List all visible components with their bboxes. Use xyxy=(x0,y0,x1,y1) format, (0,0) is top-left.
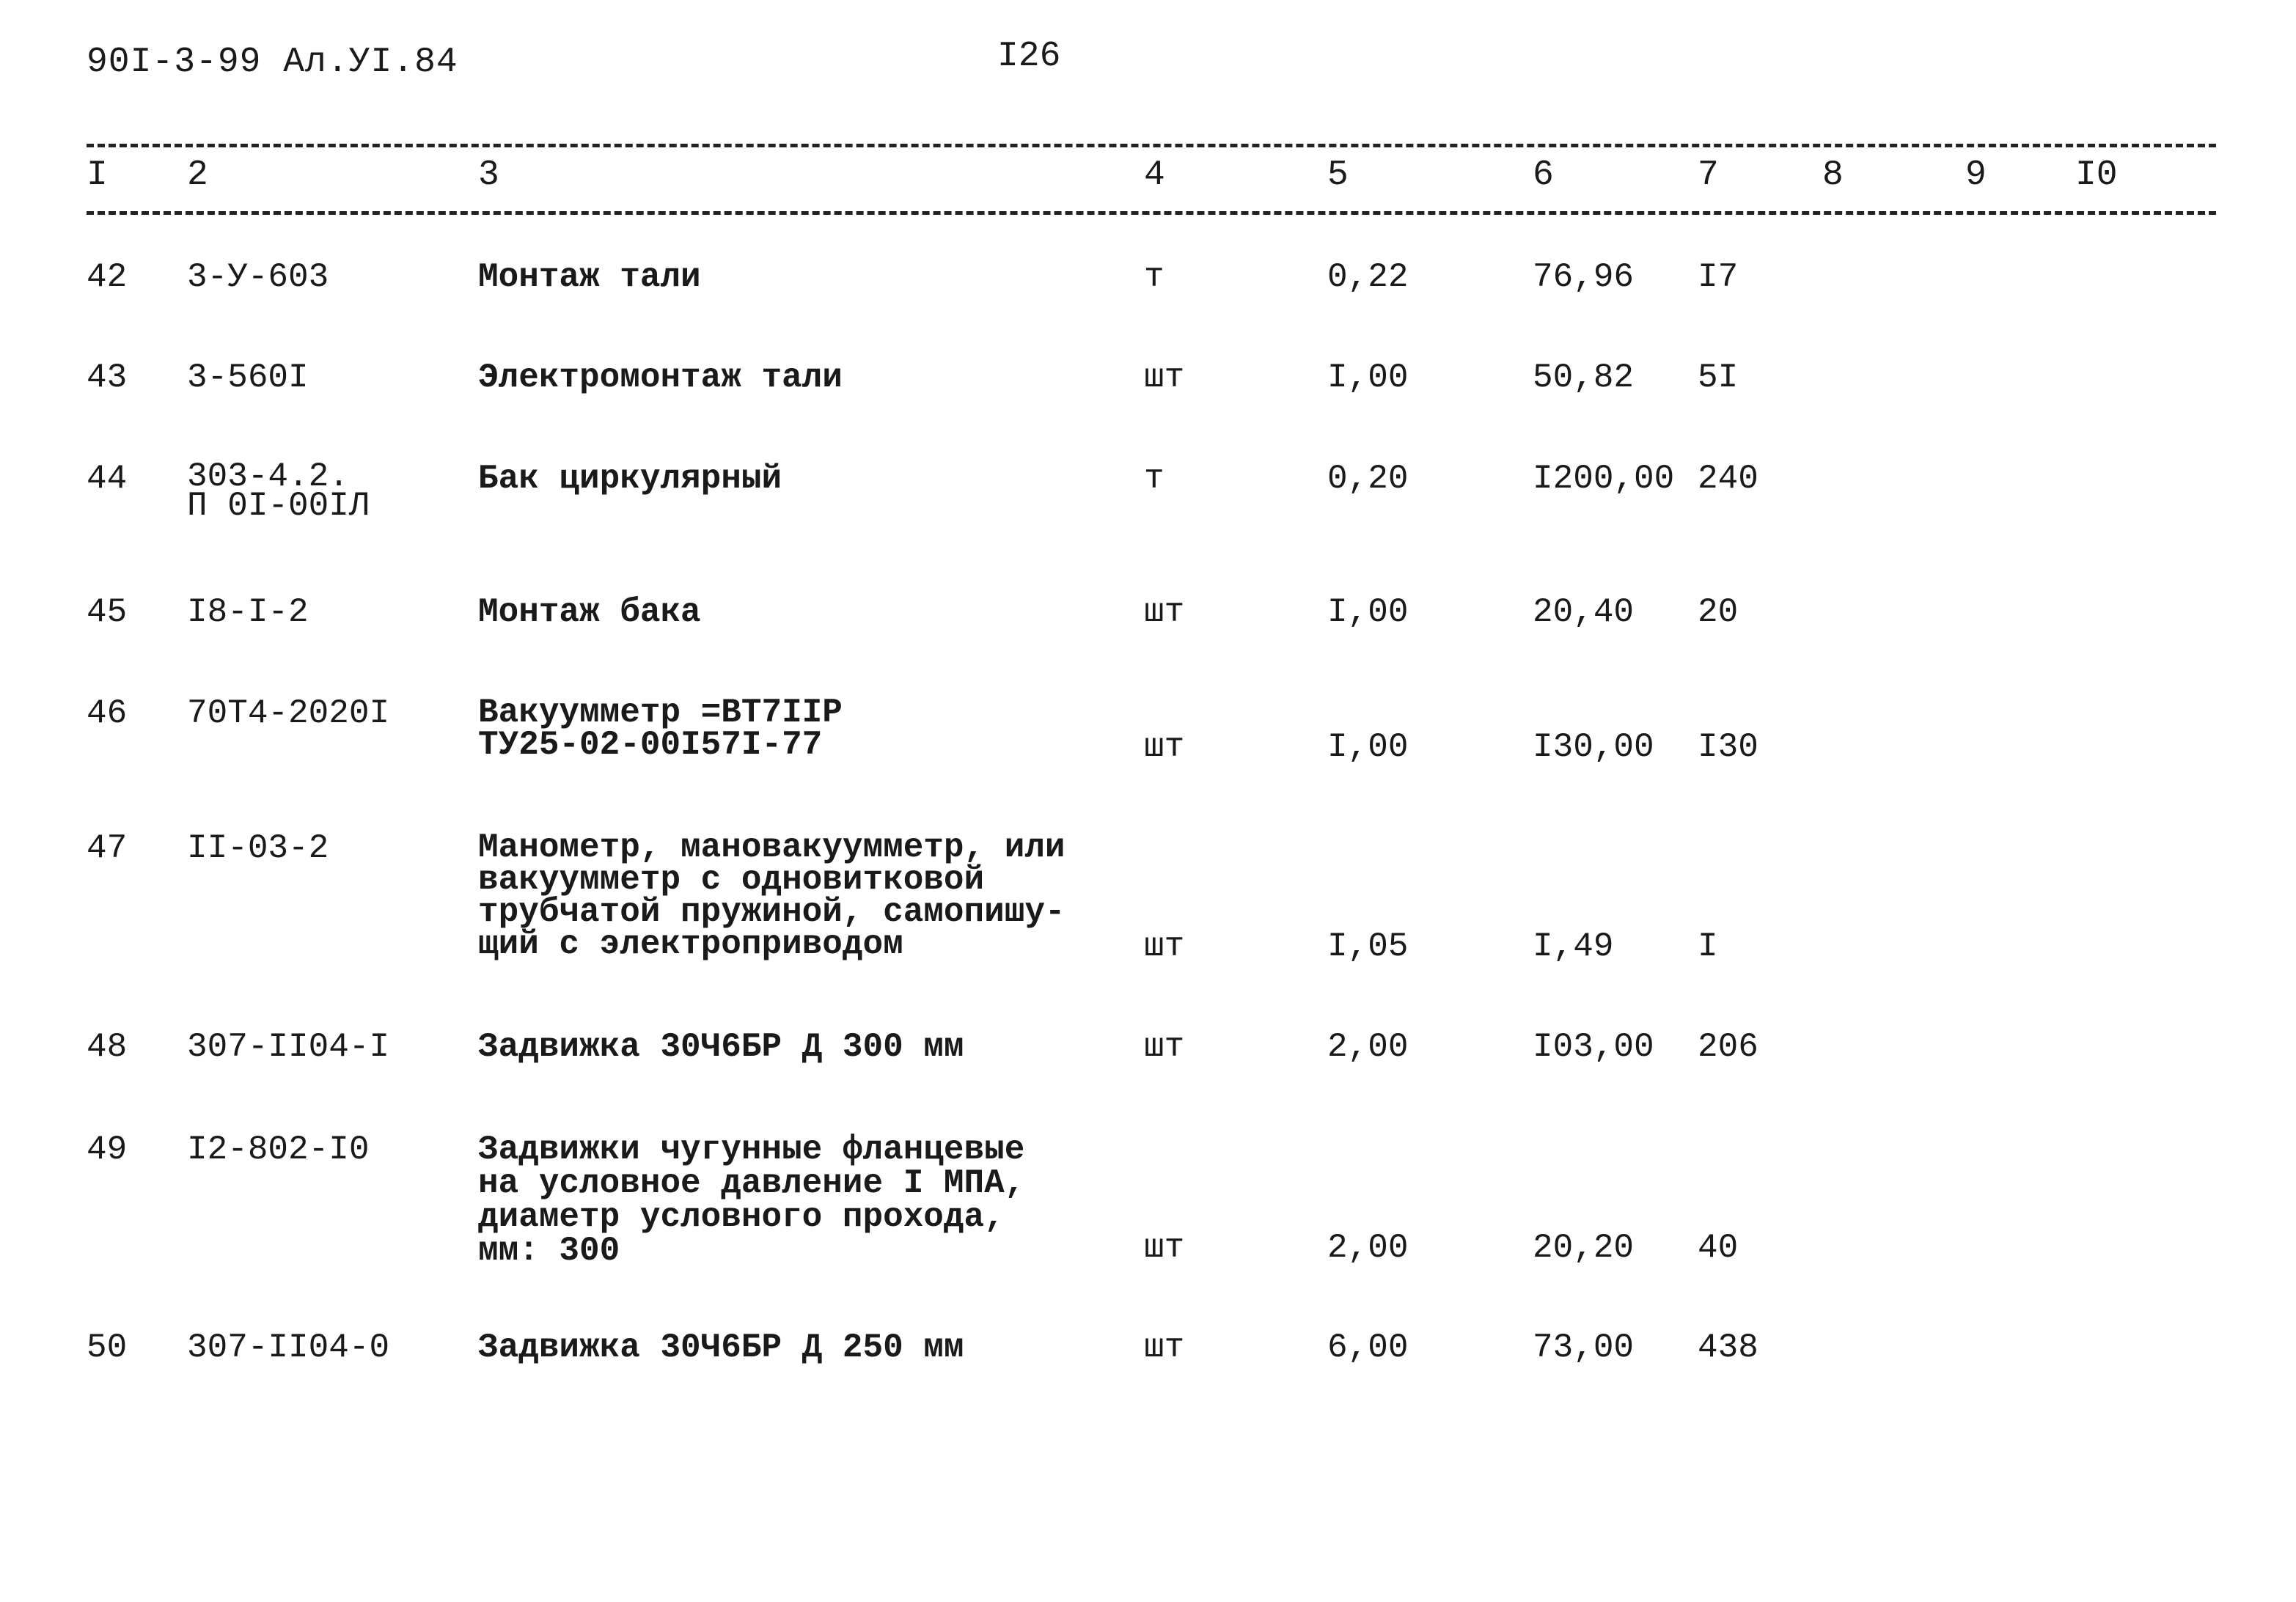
name-line: Задвижки чугунные фланцевые xyxy=(478,1131,1025,1169)
page-number: I26 xyxy=(997,37,1061,76)
column-number-10: I0 xyxy=(2075,155,2118,195)
row-total: 206 xyxy=(1698,1028,1758,1066)
row-code xyxy=(187,694,390,732)
column-number-9: 9 xyxy=(1965,155,1987,195)
row-name xyxy=(478,462,782,496)
row-total: I xyxy=(1698,927,1718,966)
row-number: 46 xyxy=(87,694,128,732)
document-code: 90I-3-99 Ал.УI.84 xyxy=(87,43,458,82)
row-quantity: 2,00 xyxy=(1327,1028,1409,1066)
name-line: Бак циркулярный xyxy=(478,460,782,498)
column-number-1: I xyxy=(87,155,108,195)
row-code xyxy=(187,1329,390,1367)
name-line: ТУ25-02-00I57I-77 xyxy=(478,726,823,764)
name-line: вакуумметр с одновитковой xyxy=(478,861,985,899)
row-quantity: 0,20 xyxy=(1327,460,1409,498)
row-unit: шт xyxy=(1144,1229,1185,1267)
row-number: 42 xyxy=(87,258,128,296)
row-code xyxy=(187,595,309,629)
row-total: I7 xyxy=(1698,258,1739,296)
name-line: щий с электроприводом xyxy=(478,925,903,963)
row-code xyxy=(187,831,329,865)
row-unit: шт xyxy=(1144,359,1185,397)
name-line: на условное давление I МПА, xyxy=(478,1164,1025,1202)
code-line: 70Т4-2020I xyxy=(187,694,390,732)
code-line: П 0I-00IЛ xyxy=(187,487,370,525)
row-name xyxy=(478,260,701,294)
row-quantity: I,00 xyxy=(1327,728,1409,766)
row-quantity: I,05 xyxy=(1327,927,1409,966)
row-number: 44 xyxy=(87,460,128,498)
row-price: I03,00 xyxy=(1533,1028,1654,1066)
row-number: 49 xyxy=(87,1131,128,1169)
name-line: мм: 300 xyxy=(478,1232,620,1270)
row-number: 48 xyxy=(87,1028,128,1066)
row-name xyxy=(478,1133,1024,1268)
name-line: Задвижка 30Ч6БР Д 250 мм xyxy=(478,1329,964,1367)
row-price: 20,40 xyxy=(1533,593,1635,631)
row-code xyxy=(187,458,370,525)
code-line: 303-4.2. xyxy=(187,458,349,496)
row-quantity: I,00 xyxy=(1327,359,1409,397)
row-price: 50,82 xyxy=(1533,359,1635,397)
row-total: 5I xyxy=(1698,359,1739,397)
row-unit: шт xyxy=(1144,927,1185,966)
row-name xyxy=(478,1329,964,1367)
row-name xyxy=(478,828,1066,963)
row-name xyxy=(478,595,701,629)
column-number-6: 6 xyxy=(1533,155,1554,195)
name-line: Вакуумметр =ВТ7IIР xyxy=(478,694,843,732)
row-total: I30 xyxy=(1698,728,1758,766)
row-name xyxy=(478,359,843,397)
row-quantity: 0,22 xyxy=(1327,258,1409,296)
name-line: Монтаж бака xyxy=(478,593,701,631)
row-number: 43 xyxy=(87,359,128,397)
name-line: диаметр условного прохода, xyxy=(478,1198,1005,1236)
row-code xyxy=(187,1131,370,1169)
column-number-7: 7 xyxy=(1698,155,1719,195)
row-quantity: I,00 xyxy=(1327,593,1409,631)
row-number: 50 xyxy=(87,1329,128,1367)
code-line: 3-У-603 xyxy=(187,258,329,296)
row-price: 73,00 xyxy=(1533,1329,1635,1367)
name-line: Монтаж тали xyxy=(478,258,701,296)
row-code xyxy=(187,359,309,397)
row-price: I200,00 xyxy=(1533,460,1675,498)
row-price: I,49 xyxy=(1533,927,1614,966)
row-unit: шт xyxy=(1144,1028,1185,1066)
row-number: 47 xyxy=(87,829,128,867)
row-name xyxy=(478,1030,964,1064)
row-price: I30,00 xyxy=(1533,728,1654,766)
row-unit: шт xyxy=(1144,728,1185,766)
code-line: II-03-2 xyxy=(187,829,329,867)
row-name xyxy=(478,694,843,764)
name-line: Задвижка 30Ч6БР Д 300 мм xyxy=(478,1028,964,1066)
column-number-2: 2 xyxy=(187,155,208,195)
row-code xyxy=(187,1030,389,1064)
name-line: трубчатой пружиной, самопишу- xyxy=(478,893,1066,931)
top-rule xyxy=(87,144,2216,147)
name-line: Электромонтаж тали xyxy=(478,359,843,397)
column-number-5: 5 xyxy=(1327,155,1349,195)
row-total: 20 xyxy=(1698,593,1739,631)
column-number-8: 8 xyxy=(1822,155,1844,195)
row-code xyxy=(187,260,329,294)
header-rule xyxy=(87,211,2216,215)
row-quantity: 6,00 xyxy=(1327,1329,1409,1367)
row-unit: т xyxy=(1144,258,1164,296)
row-unit: шт xyxy=(1144,593,1185,631)
code-line: I2-802-I0 xyxy=(187,1131,370,1169)
code-line: 307-II04-I xyxy=(187,1028,390,1066)
row-quantity: 2,00 xyxy=(1327,1229,1409,1267)
row-total: 438 xyxy=(1698,1329,1758,1367)
row-total: 40 xyxy=(1698,1229,1739,1267)
column-number-3: 3 xyxy=(478,155,499,195)
row-unit: т xyxy=(1144,460,1164,498)
code-line: 307-II04-0 xyxy=(187,1329,390,1367)
name-line: Манометр, мановакуумметр, или xyxy=(478,828,1066,867)
code-line: 3-560I xyxy=(187,359,309,397)
column-number-4: 4 xyxy=(1144,155,1165,195)
row-total: 240 xyxy=(1698,460,1758,498)
code-line: I8-I-2 xyxy=(187,593,309,631)
row-price: 76,96 xyxy=(1533,258,1635,296)
row-number: 45 xyxy=(87,593,128,631)
row-unit: шт xyxy=(1144,1329,1185,1367)
row-price: 20,20 xyxy=(1533,1229,1635,1267)
